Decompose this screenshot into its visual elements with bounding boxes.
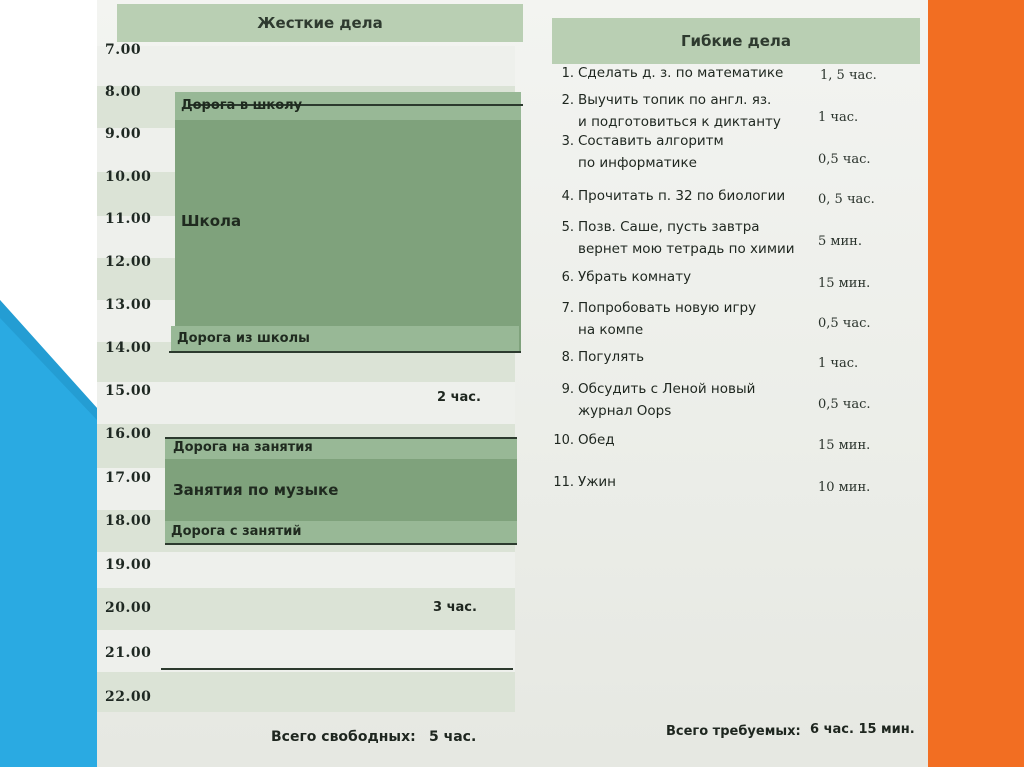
free-time-label: 2 час.: [437, 390, 481, 405]
list-item-text: Позв. Саше, пусть завтра: [578, 219, 760, 235]
time-label: 21.00: [105, 645, 152, 661]
time-label: 8.00: [105, 84, 142, 100]
time-label: 20.00: [105, 600, 152, 616]
soft-tasks-list: [542, 0, 928, 767]
from-lessons-label: Дорога с занятий: [171, 524, 302, 539]
list-item-duration: 15 мин.: [818, 276, 871, 291]
list-item-number: 5.: [561, 220, 574, 235]
divider-line: [169, 351, 521, 353]
list-item-duration: 0,5 час.: [818, 152, 871, 167]
hard-tasks-table: [97, 0, 529, 767]
time-label: 15.00: [105, 383, 152, 399]
school-label: Школа: [181, 212, 242, 230]
list-item-text: и подготовиться к диктанту: [578, 114, 781, 130]
list-item-text: Попробовать новую игру: [578, 300, 757, 316]
list-item-number: 2.: [561, 93, 574, 108]
list-item-number: 9.: [561, 382, 574, 397]
row-band: [97, 672, 515, 712]
list-item-duration: 0,5 час.: [818, 316, 871, 331]
list-item-text: Выучить топик по англ. яз.: [578, 92, 772, 108]
list-item-number: 4.: [561, 189, 574, 204]
list-item-text: Прочитать п. 32 по биологии: [578, 188, 786, 204]
list-item-text: журнал Oops: [578, 403, 672, 419]
blue-triangle-decoration: [0, 0, 100, 767]
time-label: 22.00: [105, 689, 152, 705]
list-item-text: по информатике: [578, 155, 697, 171]
list-item-number: 10.: [553, 433, 574, 448]
time-label: 13.00: [105, 297, 152, 313]
time-label: 12.00: [105, 254, 152, 270]
list-item-number: 7.: [561, 301, 574, 316]
list-item-duration: 0, 5 час.: [818, 192, 875, 207]
free-time-label: 3 час.: [433, 600, 477, 615]
list-item-number: 3.: [561, 134, 574, 149]
list-item-text: Сделать д. з. по математике: [578, 65, 784, 81]
total-required-value: 6 час. 15 мин.: [810, 722, 915, 737]
to-lessons-label: Дорога на занятия: [173, 440, 313, 455]
time-label: 9.00: [105, 126, 142, 142]
time-label: 18.00: [105, 513, 152, 529]
list-item-text: Обсудить с Леной новый: [578, 381, 756, 397]
time-label: 17.00: [105, 470, 152, 486]
total-free-value: 5 час.: [429, 729, 477, 745]
list-item-number: 8.: [561, 350, 574, 365]
time-label: 10.00: [105, 169, 152, 185]
time-label: 14.00: [105, 340, 152, 356]
divider-line: [165, 437, 517, 439]
list-item-number: 6.: [561, 270, 574, 285]
soft-tasks-header: Гибкие дела: [552, 18, 920, 64]
list-item-text: Погулять: [578, 349, 645, 365]
total-required-label: Всего требуемых:: [666, 724, 801, 739]
list-item-text: Обед: [578, 432, 615, 448]
time-label: 19.00: [105, 557, 152, 573]
list-item-number: 1.: [561, 66, 574, 81]
list-item-duration: 1 час.: [818, 110, 859, 125]
time-label: 11.00: [105, 211, 152, 227]
list-item-text: Убрать комнату: [578, 269, 692, 285]
orange-side-bar: [928, 0, 1024, 767]
list-item-text: вернет мою тетрадь по химии: [578, 241, 795, 257]
row-band: [97, 630, 515, 672]
list-item-duration: 15 мин.: [818, 438, 871, 453]
total-free-label: Всего свободных:: [271, 729, 416, 745]
list-item-duration: 1 час.: [818, 356, 859, 371]
list-item-text: Ужин: [578, 474, 616, 490]
list-item-text: на компе: [578, 322, 644, 338]
to-school-label: Дорога в школу: [181, 98, 303, 113]
list-item-number: 11.: [553, 475, 574, 490]
music-label: Занятия по музыке: [173, 481, 339, 499]
list-item-duration: 1, 5 час.: [820, 68, 877, 83]
time-label: 16.00: [105, 426, 152, 442]
row-band: [97, 552, 515, 588]
list-item-duration: 10 мин.: [818, 480, 871, 495]
list-item-duration: 5 мин.: [818, 234, 862, 249]
list-item-text: Составить алгоритм: [578, 133, 724, 149]
divider-line: [161, 668, 513, 670]
time-label: 7.00: [105, 42, 142, 58]
hard-tasks-header: Жесткие дела: [117, 4, 523, 42]
divider-line: [165, 543, 517, 545]
list-item-duration: 0,5 час.: [818, 397, 871, 412]
row-band: [97, 46, 515, 86]
from-school-label: Дорога из школы: [177, 331, 310, 346]
schedule-page: [97, 0, 928, 767]
